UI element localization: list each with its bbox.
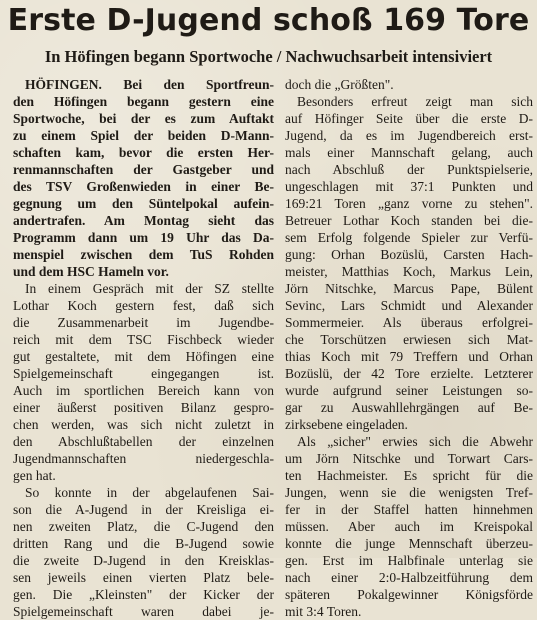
article-headline: Erste D-Jugend schoß 169 Tore [7,3,530,38]
text-line: müssen. Aber auch im Kreispokal [285,519,533,534]
text-line: chen werden, was sich nicht zuletzt in [13,417,274,432]
text-line: schaften kam, bevor die ersten Her- [13,145,274,160]
text-line: thias Koch mit 79 Treffern und Orhan [285,349,533,364]
text-line: nen zweiten Platz, die C-Jugend den [13,519,274,534]
text-line: andertrafen. Am Montag sieht das [13,213,274,228]
right-text-column [285,76,533,619]
text-line: zu einem Spiel der beiden D-Mann- [13,128,274,143]
text-line: gen. Die „Kleinsten" der Kicker der [13,587,274,602]
text-line: sen jeweils einen vierten Platz bele- [13,570,274,585]
text-line: HÖFINGEN. Bei den Sportfreun- [25,77,274,92]
text-line: Als „sicher" erwies sich die Abwehr [297,434,533,449]
text-line: nach Abschluß der Punktspielserie, [285,162,533,177]
text-line: die Zusammenarbeit im Jugendbe- [13,315,274,330]
text-line: Jungen, wenn sie die wenigsten Tref- [285,485,533,500]
text-line: renmannschaften der Gastgeber und [13,162,274,177]
text-line: des TSV Großenwieden in einer Be- [13,179,274,194]
article-body [13,76,533,619]
text-line: gegnung um den Süntelpokal aufein- [13,196,274,211]
text-line: son die A-Jugend in der Kreisliga ei- [13,502,274,517]
text-line: Jörn Nitschke, Marcus Pape, Bülent [285,281,533,296]
text-line: Sommermeier. Als überaus erfolgrei- [285,315,533,330]
text-line: den Abschlußtabellen der einzelnen [13,434,274,449]
text-line: konnte die junge Mennschaft überzeu- [285,536,533,551]
text-line: Programm dann um 19 Uhr das Da- [13,230,274,245]
text-line: Spielgemeinschaft waren dabei je- [13,604,274,619]
text-line: Besonders erfreut zeigt man sich [297,94,533,109]
text-line: Auch im sportlichen Bereich kann von [13,383,274,398]
text-line: gen hat. [13,468,56,483]
text-line: einer äußerst positiven Bilanz gespro- [13,400,274,415]
text-line: späteren Pokalgewinner Königsförde [285,587,533,602]
text-line: reich mit dem TSC Fischbeck wieder [13,332,274,347]
text-line: gung: Orhan Bozüslü, Carsten Hach- [285,247,533,262]
text-line: und dem HSC Hameln vor. [13,264,169,279]
text-line: gar zu Auswahllehrgängen auf Be- [285,400,533,415]
text-line: menspiel zwischen dem TuS Rohden [13,247,274,262]
text-line: mals einer Mannschaft gelang, auch [285,145,533,160]
text-line: In einem Gespräch mit der SZ stellte [25,281,274,296]
text-line: sem Erfolg folgende Spieler zur Verfü- [285,230,533,245]
text-line: ten Hachmeister. Es spricht für die [285,468,533,483]
text-line: die zweite D-Jugend in den Kreisklas- [13,553,274,568]
text-line: den Höfingen begann gestern eine [13,94,274,109]
left-text-column [13,76,274,619]
text-line: che Torschützen erwiesen sich Mat- [285,332,533,347]
article-subheadline: In Höfingen begann Sportwoche / Nachwuchsarbeit intensiviert [44,47,493,66]
text-line: um Jörn Nitschke und Torwart Cars- [285,451,533,466]
text-line: wurde aufgrund seiner Leistungen so- [285,383,533,398]
text-line: fer in der Staffel hatten hinnehmen [285,502,533,517]
text-line: So konnte in der abgelaufenen Sai- [25,485,274,500]
text-line: ungeschlagen mit 37:1 Punkten und [285,179,533,194]
text-line: nach einer 2:0-Halbzeitführung dem [285,570,533,585]
text-line: 169:21 Toren „ganz vorne zu stehen". [285,196,533,211]
text-line: Lothar Koch gestern fest, daß sich [13,298,274,313]
text-line: auf Höfinger Seite über die erste D- [285,111,533,126]
text-line: meister, Matthias Koch, Markus Lein, [285,264,533,279]
text-line: mit 3:4 Toren. [285,604,362,619]
text-line: zirksebene eingeladen. [285,417,408,432]
text-line: Spielgemeinschaft eingegangen ist. [13,366,274,381]
text-line: Jugend, da es im Jugendbereich erst- [285,128,533,143]
text-line: dritten Rang und die B-Jugend sowie [13,536,274,551]
text-line: gen. Erst im Halbfinale unterlag sie [285,553,533,568]
text-line: Bozüslü, der 42 Tore erzielte. Letzterer [285,366,533,381]
text-line: Sevinc, Lars Schmidt und Alexander [285,298,533,313]
text-line: Sportwoche, bei der es zum Auftakt [13,111,274,126]
text-line: doch die „Größten". [285,77,394,92]
text-line: gut gestaltete, mit dem Höfingen eine [13,349,274,364]
text-line: Betreuer Lothar Koch standen bei die- [285,213,533,228]
text-line: Jugendmannschaften niedergeschla- [13,451,274,466]
